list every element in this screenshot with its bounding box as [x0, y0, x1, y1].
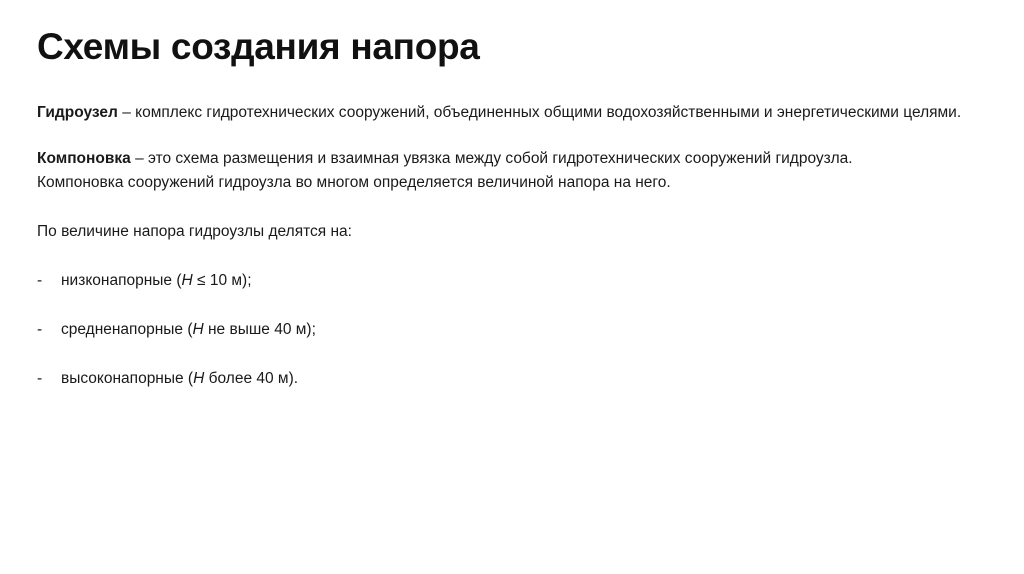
list-dash: - [37, 370, 43, 387]
term-hydronode: Гидроузел [37, 104, 118, 121]
slide-title: Схемы создания напора [37, 26, 480, 67]
head-symbol: H [192, 321, 204, 338]
definition-layout-text: – это схема размещения и взаимная увязка между собой гидротехнических сооружений гидроузла. [130, 150, 853, 167]
list-item-medium-head [37, 318, 970, 342]
definition-layout [37, 147, 970, 195]
list-item-text: низконапорные (H ≤ 10 м); [61, 272, 252, 289]
definition-hydronode-text: – комплекс гидротехнических сооружений, объединенных общими водохозяйственными и энергетическими целями. [117, 104, 962, 121]
list-item-text: высоконапорные (H более 40 м). [61, 370, 299, 387]
head-symbol: H [181, 272, 193, 289]
definition-layout-text-2: Компоновка сооружений гидроузла во многом определяется величиной напора на него. [37, 174, 671, 191]
list-item-text: средненапорные (H не выше 40 м); [61, 321, 316, 338]
list-item-high-head [37, 367, 970, 391]
list-item-low-head [37, 269, 970, 293]
classification-intro: По величине напора гидроузлы делятся на: [37, 223, 352, 240]
term-layout: Компоновка [37, 150, 131, 167]
definition-hydronode [37, 101, 970, 125]
head-symbol: H [193, 370, 205, 387]
slide-content [37, 101, 970, 391]
list-dash: - [37, 272, 43, 289]
list-dash: - [37, 321, 43, 338]
